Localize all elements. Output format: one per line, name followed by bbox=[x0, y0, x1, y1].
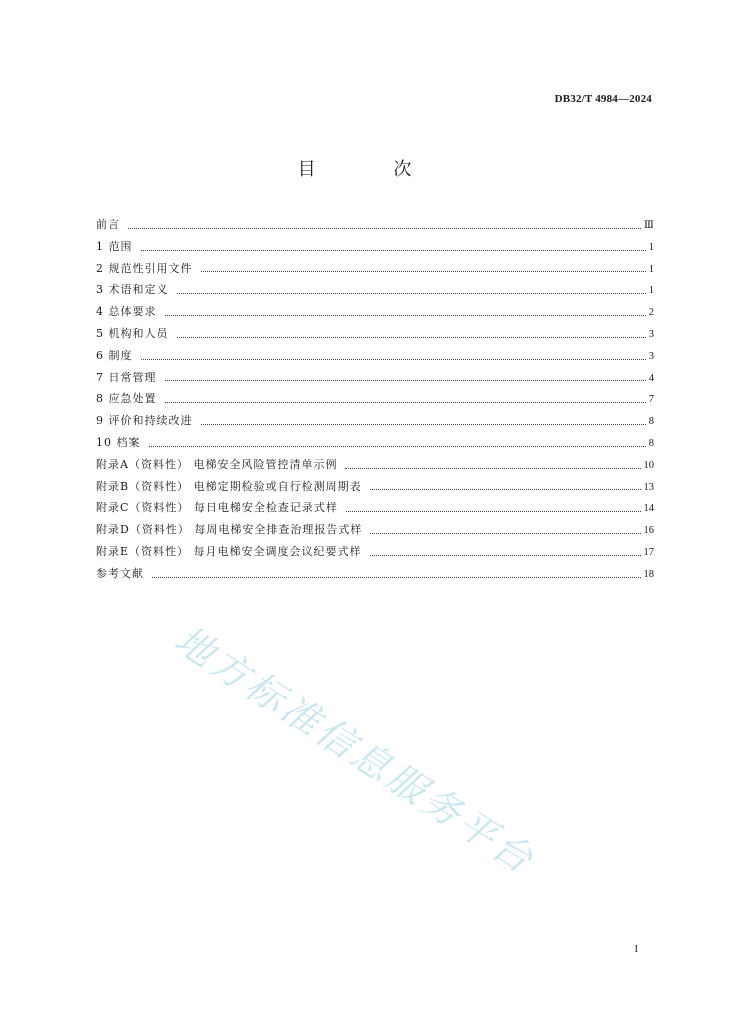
toc-leader-dots bbox=[201, 423, 646, 425]
toc-entry-label: 9 评价和持续改进 bbox=[96, 414, 193, 428]
toc-entry-label: 前言 bbox=[96, 218, 120, 231]
toc-entry-foreword[interactable] bbox=[96, 214, 654, 236]
toc-entry-label: 附录D（资料性） 每周电梯安全排查治理报告式样 bbox=[96, 523, 363, 537]
toc-entry-normative-references[interactable] bbox=[96, 258, 654, 280]
toc-entry-daily-management[interactable] bbox=[96, 367, 654, 389]
toc-entry-emergency-response[interactable] bbox=[96, 388, 654, 410]
toc-leader-dots bbox=[346, 510, 641, 512]
toc-entry-terms-definitions[interactable] bbox=[96, 279, 654, 301]
toc-leader-dots bbox=[201, 270, 646, 272]
toc-entry-label: 附录C（资料性） 每日电梯安全检查记录式样 bbox=[96, 501, 338, 515]
toc-entry-page: 8 bbox=[648, 416, 654, 428]
toc-entry-evaluation-improvement[interactable] bbox=[96, 410, 654, 432]
toc-entry-general-requirements[interactable] bbox=[96, 301, 654, 323]
toc-entry-page: 4 bbox=[648, 372, 654, 384]
toc-entry-label: 6 制度 bbox=[96, 348, 133, 362]
toc-entry-label: 附录A（资料性） 电梯安全风险管控清单示例 bbox=[96, 457, 338, 471]
document-code: DB32/T 4984—2024 bbox=[554, 93, 652, 105]
toc-entry-organization-personnel[interactable] bbox=[96, 323, 654, 345]
toc-leader-dots bbox=[149, 445, 646, 447]
toc-entry-page: 3 bbox=[648, 328, 654, 340]
page-number: I bbox=[634, 944, 638, 955]
toc-entry-system[interactable] bbox=[96, 345, 654, 367]
toc-entry-appendix-d[interactable] bbox=[96, 519, 654, 541]
toc-entry-page: 14 bbox=[643, 503, 654, 515]
toc-entry-label: 参考文献 bbox=[96, 566, 144, 580]
toc-entry-label: 5 机构和人员 bbox=[96, 326, 169, 340]
toc-entry-appendix-c[interactable] bbox=[96, 497, 654, 519]
toc-entry-label: 8 应急处置 bbox=[96, 392, 157, 406]
toc-entry-archives[interactable] bbox=[96, 432, 654, 454]
toc-entry-appendix-b[interactable] bbox=[96, 476, 654, 498]
toc-entry-page: 7 bbox=[648, 394, 654, 406]
toc-leader-dots bbox=[128, 227, 641, 229]
toc-entry-label: 7 日常管理 bbox=[96, 370, 157, 384]
toc-entry-label: 附录E（资料性） 每月电梯安全调度会议纪要式样 bbox=[96, 544, 362, 558]
toc-entry-bibliography[interactable] bbox=[96, 563, 654, 585]
watermark: 地方标准信息服务平台 bbox=[167, 617, 544, 884]
toc-leader-dots bbox=[370, 554, 641, 556]
toc-entry-page: 1 bbox=[648, 263, 654, 275]
toc-entry-appendix-e[interactable] bbox=[96, 541, 654, 563]
toc-entry-label: 10 档案 bbox=[96, 435, 141, 449]
toc-entry-page: 8 bbox=[648, 437, 654, 449]
toc-entry-label: 3 术语和定义 bbox=[96, 283, 169, 297]
page-title: 目 次 bbox=[297, 159, 448, 180]
toc-entry-scope[interactable] bbox=[96, 236, 654, 258]
toc-entry-label: 附录B（资料性） 电梯定期检验或自行检测周期表 bbox=[96, 479, 362, 493]
toc-entry-page: 10 bbox=[643, 459, 654, 471]
toc-leader-dots bbox=[152, 576, 641, 578]
table-of-contents bbox=[96, 214, 654, 585]
toc-entry-page: 1 bbox=[648, 241, 654, 253]
toc-leader-dots bbox=[141, 358, 646, 360]
toc-entry-page: 2 bbox=[648, 307, 654, 319]
toc-leader-dots bbox=[165, 401, 646, 403]
toc-entry-page: 17 bbox=[643, 546, 654, 558]
toc-leader-dots bbox=[370, 532, 640, 534]
toc-leader-dots bbox=[141, 249, 646, 251]
toc-entry-label: 1 范围 bbox=[96, 239, 133, 253]
toc-entry-label: 4 总体要求 bbox=[96, 305, 157, 319]
toc-entry-appendix-a[interactable] bbox=[96, 454, 654, 476]
toc-entry-page: 16 bbox=[643, 525, 654, 537]
toc-entry-page: 1 bbox=[648, 285, 654, 297]
toc-entry-page: 13 bbox=[643, 481, 654, 493]
toc-leader-dots bbox=[165, 379, 646, 381]
toc-leader-dots bbox=[165, 314, 646, 316]
toc-leader-dots bbox=[177, 292, 646, 294]
toc-entry-page: 3 bbox=[648, 350, 654, 362]
toc-leader-dots bbox=[370, 488, 641, 490]
toc-leader-dots bbox=[345, 467, 640, 469]
toc-entry-label: 2 规范性引用文件 bbox=[96, 261, 193, 275]
toc-leader-dots bbox=[177, 336, 646, 338]
toc-entry-page: Ⅲ bbox=[643, 220, 654, 231]
toc-entry-page: 18 bbox=[643, 568, 654, 580]
